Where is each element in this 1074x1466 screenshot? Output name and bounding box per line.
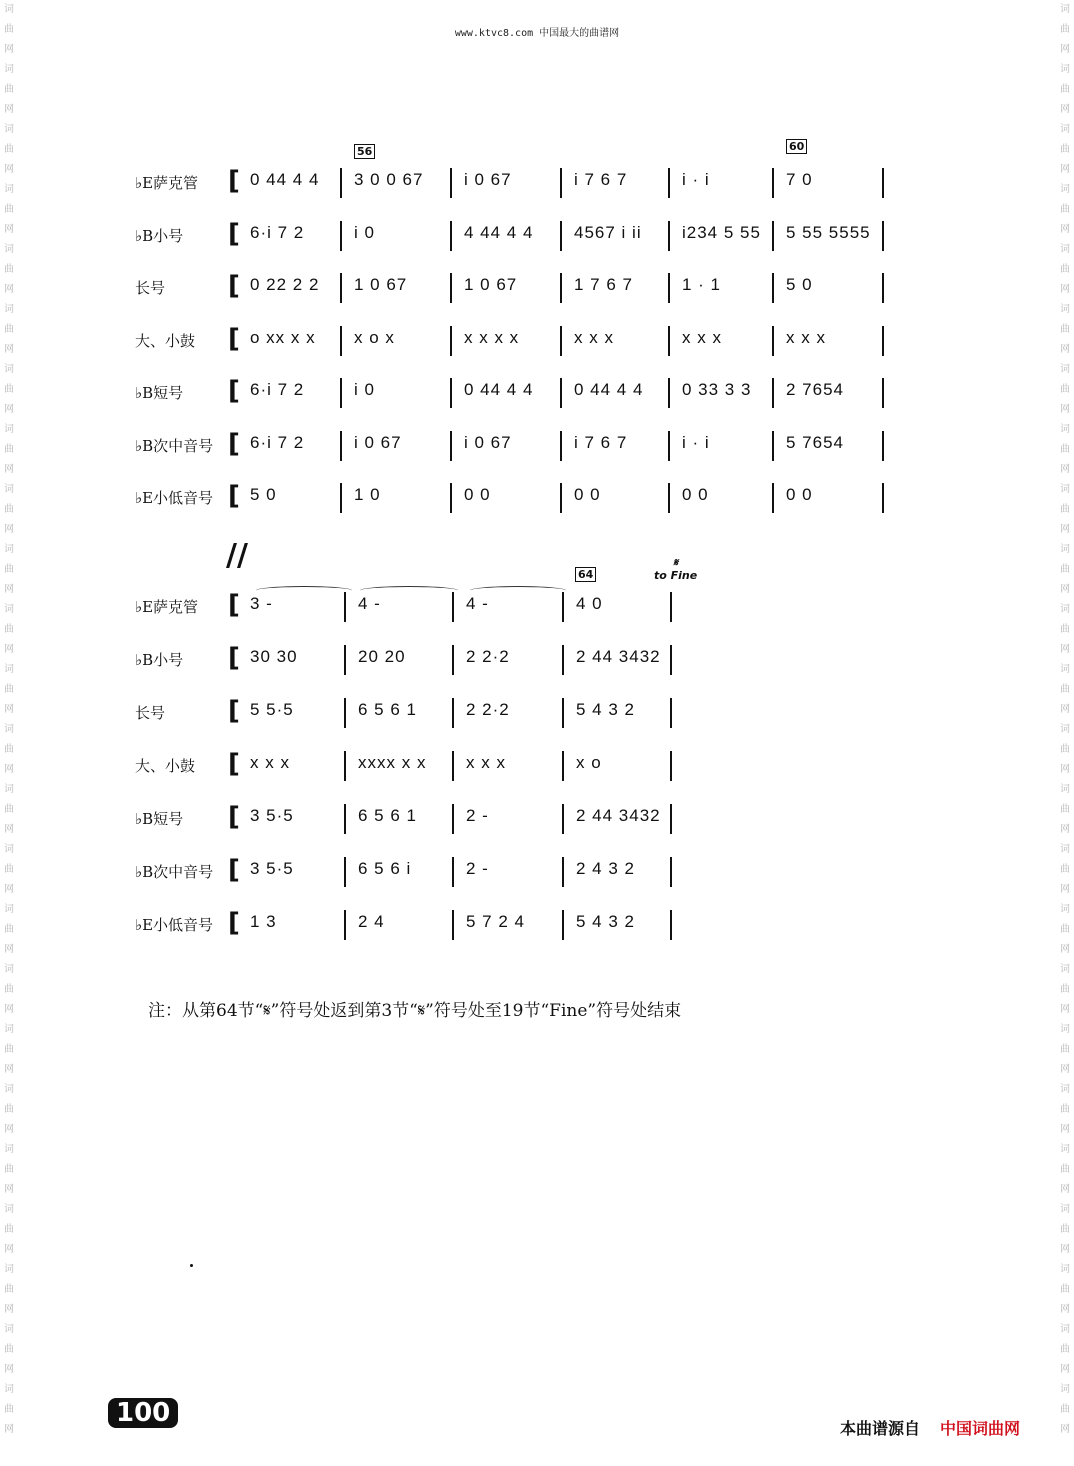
measure: 6 5 6 i [358, 859, 412, 878]
instrument-label: ♭B小号 [135, 226, 184, 245]
rehearsal-mark-56: 56 [354, 144, 375, 159]
barline [668, 378, 670, 408]
barline [452, 857, 454, 887]
instrument-label: 长号 [135, 279, 166, 297]
barline [882, 431, 884, 461]
measure: 3 0 0 67 [354, 170, 424, 189]
tie-arc [470, 586, 566, 595]
barline [668, 483, 670, 513]
instrument-label: ♭B短号 [135, 384, 184, 402]
measure: 0 0 [464, 485, 491, 504]
measure: 5 7654 [786, 432, 844, 452]
measure: 2 4 [358, 912, 385, 931]
barline [882, 483, 884, 513]
barline [772, 326, 774, 356]
barline [772, 273, 774, 303]
page-number: 100 [108, 1398, 178, 1428]
instrument-label: ♭B次中音号 [135, 436, 214, 455]
barline [668, 431, 670, 461]
instrument-label: ♭B小号 [135, 651, 184, 669]
barline [772, 483, 774, 513]
barline [450, 168, 452, 198]
measure: 3 5·5 [250, 806, 294, 825]
tie-arc [360, 586, 458, 595]
measure: 5 7 2 4 [466, 912, 525, 931]
segno-icon: 𝄋 [673, 556, 678, 569]
measure: 2 2·2 [466, 700, 510, 719]
measure: x o x [354, 327, 395, 347]
measure: 2 44 3432 [576, 806, 661, 825]
measure: i 0 67 [464, 432, 512, 452]
barline [452, 751, 454, 781]
system-break-mark: // [226, 538, 248, 573]
barline [450, 431, 452, 461]
barline [772, 378, 774, 408]
barline [344, 592, 346, 622]
barline [670, 751, 672, 781]
measure: 2 - [466, 859, 489, 878]
staff-bracket: [ [228, 908, 240, 938]
barline [450, 483, 452, 513]
staff-bracket: [ [228, 428, 240, 459]
barline [562, 698, 564, 728]
measure: 5 4 3 2 [576, 912, 635, 931]
measure: i 0 67 [464, 170, 512, 189]
barline [340, 431, 342, 461]
barline [560, 326, 562, 356]
barline [340, 168, 342, 198]
barline [668, 221, 670, 251]
measure: x x x [250, 753, 290, 772]
rehearsal-mark-64: 64 [575, 567, 596, 582]
instrument-label: 大、小鼓 [135, 331, 196, 350]
barline [340, 326, 342, 356]
instrument-label: ♭B短号 [135, 810, 184, 828]
barline [560, 378, 562, 408]
measure: 20 20 [358, 647, 406, 666]
measure: 3 - [250, 594, 273, 613]
instrument-label: ♭E小低音号 [135, 916, 214, 934]
barline [344, 751, 346, 781]
instrument-label: ♭B次中音号 [135, 863, 214, 881]
barline [772, 221, 774, 251]
measure: 7 0 [786, 170, 813, 189]
barline [562, 910, 564, 940]
measure: o xx x x [250, 327, 316, 347]
barline [670, 645, 672, 675]
barline [344, 645, 346, 675]
measure: 4 - [358, 594, 381, 613]
barline [560, 483, 562, 513]
measure: x x x [574, 327, 614, 347]
measure: 2 7654 [786, 380, 844, 399]
barline [668, 326, 670, 356]
barline [452, 592, 454, 622]
measure: 2 44 3432 [576, 647, 661, 666]
barline [562, 645, 564, 675]
barline [340, 221, 342, 251]
measure: i 0 67 [354, 432, 402, 452]
barline [450, 326, 452, 356]
measure: 1 0 67 [464, 275, 518, 294]
page-header: www.ktvc8.com 中国最大的曲谱网 [454, 28, 620, 39]
measure: 1 3 [250, 912, 277, 931]
barline [560, 273, 562, 303]
measure: x x x [682, 327, 722, 347]
measure: 2 4 3 2 [576, 859, 635, 878]
barline [882, 168, 884, 198]
measure: 4 - [466, 594, 489, 613]
barline [344, 698, 346, 728]
instrument-label: ♭E小低音号 [135, 489, 214, 507]
barline [560, 221, 562, 251]
staff-bracket: [ [228, 376, 240, 406]
measure: 1 · 1 [682, 275, 722, 294]
barline [340, 273, 342, 303]
measure: x o [576, 753, 602, 772]
segno-to-fine [654, 556, 697, 582]
barline [340, 483, 342, 513]
barline [562, 857, 564, 887]
measure: 0 44 4 4 [464, 380, 534, 399]
measure: 6·i 7 2 [250, 432, 305, 452]
staff-bracket: [ [228, 271, 240, 301]
barline [882, 326, 884, 356]
barline [450, 273, 452, 303]
measure: x x x [466, 753, 506, 772]
measure: xxxx x x [358, 753, 427, 772]
measure: i234 5 55 [682, 222, 761, 242]
measure: 1 0 67 [354, 275, 408, 294]
source-credit [840, 1416, 1020, 1439]
barline [562, 592, 564, 622]
measure: i · i [682, 432, 710, 452]
measure: 6·i 7 2 [250, 380, 305, 399]
measure: i 7 6 7 [574, 170, 628, 189]
measure: 4567 i ii [574, 222, 642, 242]
barline [882, 378, 884, 408]
barline [882, 273, 884, 303]
staff-bracket: [ [228, 643, 240, 673]
instrument-label: ♭E萨克管 [135, 174, 199, 192]
staff-bracket: [ [228, 218, 240, 249]
barline [560, 168, 562, 198]
barline [340, 378, 342, 408]
barline [452, 698, 454, 728]
instrument-label: ♭E萨克管 [135, 598, 199, 616]
measure: 0 33 3 3 [682, 380, 752, 399]
barline [670, 592, 672, 622]
staff-bracket: [ [228, 749, 240, 779]
instrument-label: 长号 [135, 704, 166, 722]
measure: 1 0 [354, 485, 381, 504]
watermark-right: 词曲网词曲网词曲网词曲网词曲网词曲网词曲网词曲网词曲网词曲网词曲网词曲网词曲网词曲网词曲网词曲网词曲网词曲网词曲网词曲网词曲网词曲网词曲网词曲网 [1060, 4, 1070, 1435]
measure: x x x x [464, 327, 520, 347]
measure: i 7 6 7 [574, 432, 628, 452]
barline [344, 857, 346, 887]
barline [452, 645, 454, 675]
measure: x x x [786, 327, 826, 347]
barline [452, 804, 454, 834]
barline [668, 273, 670, 303]
barline [772, 168, 774, 198]
measure: 6·i 7 2 [250, 222, 305, 242]
staff-bracket: [ [228, 855, 240, 885]
barline [344, 910, 346, 940]
measure: 6 5 6 1 [358, 700, 417, 719]
measure: 0 0 [786, 485, 813, 504]
footnote: 注：从第64节“𝄋”符号处返到第3节“𝄋”符号处至19节“Fine”符号处结束 [148, 1001, 682, 1021]
barline [670, 910, 672, 940]
measure: 1 7 6 7 [574, 275, 633, 294]
barline [560, 431, 562, 461]
staff-bracket: [ [228, 590, 240, 620]
measure: 3 5·5 [250, 859, 294, 878]
measure: i · i [682, 170, 710, 189]
measure: 0 0 [574, 485, 601, 504]
barline [670, 857, 672, 887]
barline [452, 910, 454, 940]
measure: 4 0 [576, 594, 603, 613]
barline [450, 378, 452, 408]
measure: 0 22 2 2 [250, 275, 320, 294]
staff-bracket: [ [228, 323, 240, 354]
measure: 6 5 6 1 [358, 806, 417, 825]
barline [670, 804, 672, 834]
staff-bracket: [ [228, 481, 240, 511]
measure: 2 - [466, 806, 489, 825]
measure: 30 30 [250, 647, 298, 666]
rehearsal-mark-60: 60 [786, 139, 807, 154]
measure: 0 44 4 4 [574, 380, 644, 399]
barline [562, 751, 564, 781]
barline [344, 804, 346, 834]
barline [450, 221, 452, 251]
staff-bracket: [ [228, 696, 240, 726]
measure: 5 55 5555 [786, 222, 871, 242]
barline [670, 698, 672, 728]
measure: i 0 [354, 380, 375, 399]
measure: 0 0 [682, 485, 709, 504]
measure: 4 44 4 4 [464, 222, 534, 242]
segno-text: to Fine [654, 569, 698, 582]
watermark-left: 词曲网词曲网词曲网词曲网词曲网词曲网词曲网词曲网词曲网词曲网词曲网词曲网词曲网词曲网词曲网词曲网词曲网词曲网词曲网词曲网词曲网词曲网词曲网词曲网 [4, 4, 14, 1435]
barline [562, 804, 564, 834]
source-label: 本曲谱源自 [840, 1419, 921, 1438]
measure: 5 5·5 [250, 700, 294, 719]
measure: i 0 [354, 222, 375, 242]
staff-bracket: [ [228, 802, 240, 832]
measure: 5 4 3 2 [576, 700, 635, 719]
tie-arc [256, 586, 352, 595]
measure: 0 44 4 4 [250, 170, 320, 189]
barline [772, 431, 774, 461]
source-site: 中国词曲网 [940, 1419, 1021, 1438]
measure: 2 2·2 [466, 647, 510, 666]
staff-bracket: [ [228, 166, 240, 196]
barline [668, 168, 670, 198]
measure: 5 0 [786, 275, 813, 294]
stray-dot [190, 1264, 193, 1267]
instrument-label: 大、小鼓 [135, 757, 196, 775]
measure: 5 0 [250, 485, 277, 504]
barline [882, 221, 884, 251]
